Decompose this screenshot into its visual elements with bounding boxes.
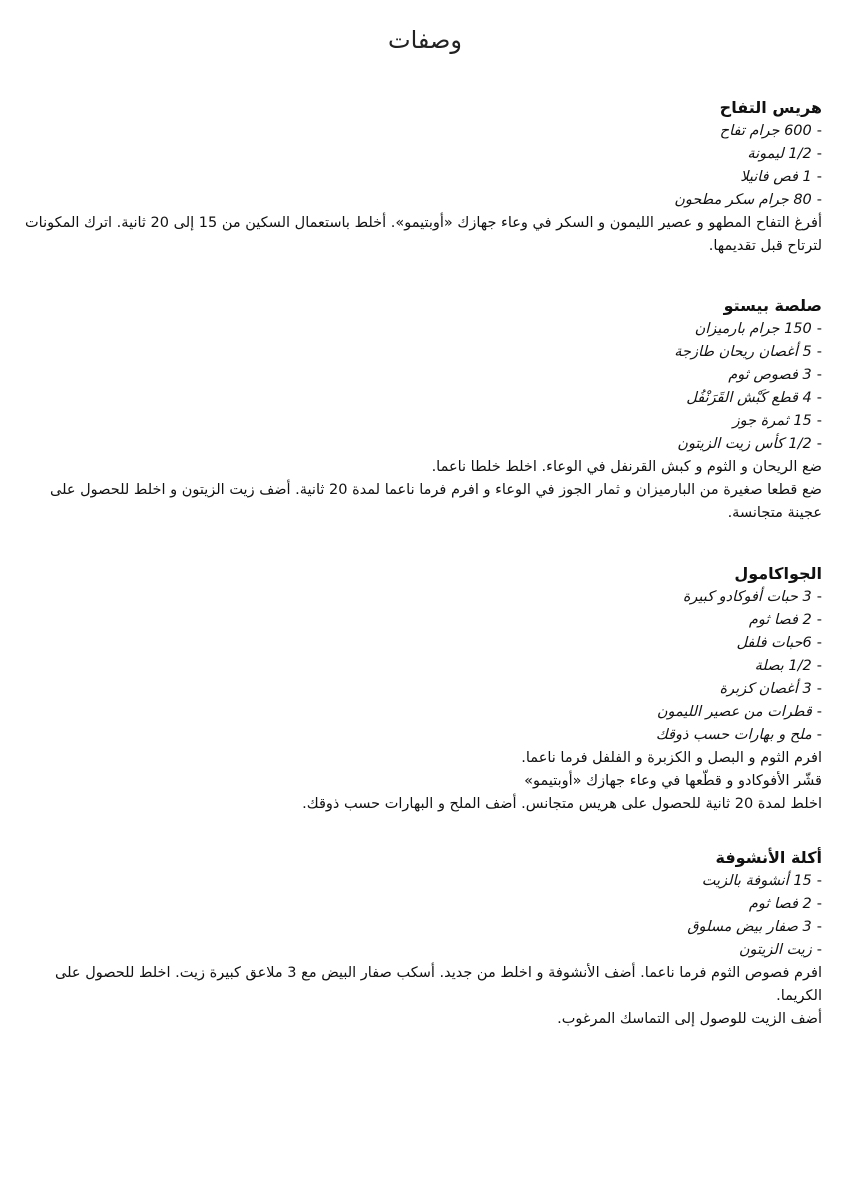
ingredient-item: -1/2 ليمونة: [747, 146, 822, 162]
recipe-title: أكلة الأنشوفة: [715, 848, 822, 867]
instruction-text: ضع الريحان و الثوم و كبش القرنفل في الوعاء. اخلط خلطا ناعما.: [431, 459, 822, 475]
recipe-title: الجواكامول: [734, 564, 822, 583]
recipe-apple-puree: [22, 96, 822, 258]
ingredient-item: -4 قطع كَبْش القَرَنْفُل: [686, 390, 822, 406]
ingredient-item: -ملح و بهارات حسب ذوقك: [655, 727, 822, 743]
recipe-guacamole: [22, 562, 822, 816]
recipe-title: صلصة بيستو: [723, 296, 822, 315]
ingredient-item: -6حبات فلفل: [736, 635, 822, 651]
ingredient-item: -1/2 بصلة: [754, 658, 822, 674]
ingredient-item: -150 جرام بارميزان: [694, 321, 822, 337]
ingredient-item: -5 أغصان ريحان طازجة: [674, 344, 822, 360]
instruction-text: قشّر الأفوكادو و قطّعها في وعاء جهازك «أوبتيمو»: [524, 773, 822, 789]
ingredient-item: -3 صفار بيض مسلوق: [687, 919, 822, 935]
ingredient-list: [22, 586, 822, 747]
page-title: وصفات: [387, 26, 462, 54]
recipe-pesto-sauce: [22, 294, 822, 525]
ingredient-item: -15 أنشوفة بالزيت: [701, 873, 822, 889]
ingredient-list: [22, 120, 822, 212]
instruction-text: افرم الثوم و البصل و الكزبرة و الفلفل فرما ناعما.: [521, 750, 822, 766]
ingredient-item: -2 فصا ثوم: [748, 612, 822, 628]
instruction-text: افرم فصوص الثوم فرما ناعما. أضف الأنشوفة و اخلط من جديد. أسكب صفار البيض مع 3 ملاعق كبيرة زيت. اخلط للحصول على الكريما.: [55, 965, 822, 1004]
ingredient-item: -80 جرام سكر مطحون: [674, 192, 822, 208]
instruction-text: أفرغ التفاح المطهو و عصير الليمون و السكر في وعاء جهازك «أوبتيمو». أخلط باستعمال السكين من 15 إلى 20 ثانية. اترك المكونات لترتاح قبل تقديمها.: [25, 215, 822, 254]
ingredient-item: -زيت الزيتون: [738, 942, 822, 958]
recipe-title: هريس التفاح: [719, 98, 822, 117]
ingredient-item: -1/2 كأس زيت الزيتون: [677, 436, 822, 452]
ingredient-item: -600 جرام تفاح: [719, 123, 822, 139]
instruction-text: ضع قطعا صغيرة من البارميزان و ثمار الجوز في الوعاء و افرم فرما ناعما لمدة 20 ثانية. أضف زيت الزيتون و اخلط للحصول على عجينة متجانسة.: [50, 482, 822, 521]
ingredient-item: -1 فص فانيلا: [740, 169, 822, 185]
instruction-text: أضف الزيت للوصول إلى التماسك المرغوب.: [557, 1011, 822, 1027]
ingredient-item: -2 فصا ثوم: [748, 896, 822, 912]
recipe-anchovy-dish: [22, 846, 822, 1031]
ingredient-item: -3 أغصان كزبرة: [719, 681, 822, 697]
ingredient-item: -15 ثمرة جوز: [732, 413, 822, 429]
ingredient-list: [22, 318, 822, 456]
ingredient-list: [22, 870, 822, 962]
ingredient-item: -3 فصوص ثوم: [728, 367, 822, 383]
instruction-text: اخلط لمدة 20 ثانية للحصول على هريس متجانس. أضف الملح و البهارات حسب ذوقك.: [302, 796, 822, 812]
ingredient-item: -3 حبات أفوكادو كبيرة: [682, 589, 822, 605]
ingredient-item: -قطرات من عصير الليمون: [656, 704, 822, 720]
